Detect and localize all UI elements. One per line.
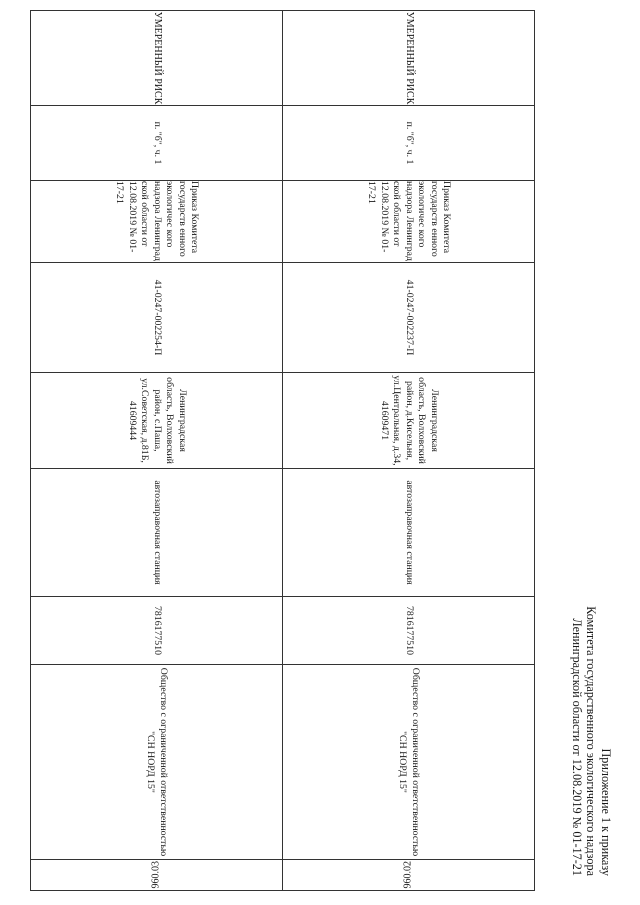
address-cell <box>31 373 283 469</box>
rotated-content <box>15 10 625 890</box>
risk-text: УМЕРЕННЫЙ РИСК <box>151 11 163 105</box>
number-cell <box>283 860 535 891</box>
risk-cell <box>31 11 283 106</box>
address-text: Ленинградская область, Волховский район, д.Кисельня, ул.Центральная, д.34, 41609471 <box>378 375 440 466</box>
reg-number-text: 41-0247-002254-П <box>151 279 163 356</box>
organization-cell <box>31 665 283 860</box>
reg-number-cell <box>31 263 283 373</box>
address-text: Ленинградская область, Волховский район, с.Паша, ул.Советская, д.81Б, 41609444 <box>126 377 188 464</box>
reg-number-cell <box>283 263 535 373</box>
point-text: п. "б", ч. 1 <box>403 121 415 165</box>
table-row <box>283 11 535 891</box>
object-type-cell <box>31 469 283 597</box>
order-text: Приказ Комитета государств енного экологичес кого надзора Ленинград ской области от 12.08.2019 № 01-17-21 <box>366 181 453 262</box>
order-cell <box>31 181 283 263</box>
order-text: Приказ Комитета государств енного экологичес кого надзора Ленинград ской области от 12.08.2019 № 01-17-21 <box>114 181 201 262</box>
object-type-text: автозаправочная станция <box>403 480 415 585</box>
header-line-2: Комитета государственного экологического надзора <box>584 606 599 876</box>
risk-cell <box>283 11 535 106</box>
object-type-cell <box>283 469 535 597</box>
order-cell <box>283 181 535 263</box>
organization-text: Общество с ограниченной ответственностью "СН НОРД 15" <box>145 667 169 857</box>
header-line-3: Ленинградской области от 12.08.2019 № 01-17-21 <box>570 618 584 876</box>
number-text: 960.02 <box>402 861 414 889</box>
number-cell <box>31 860 283 891</box>
point-text: п. "б", ч. 1 <box>151 121 163 165</box>
inn-cell <box>31 597 283 665</box>
risk-text: УМЕРЕННЫЙ РИСК <box>403 11 415 105</box>
table-row <box>31 11 283 891</box>
point-cell <box>283 106 535 181</box>
inn-cell <box>283 597 535 665</box>
point-cell <box>31 106 283 181</box>
inn-text: 7816177510 <box>403 606 415 655</box>
address-cell <box>283 373 535 469</box>
object-type-text: автозаправочная станция <box>151 480 163 585</box>
header-line-1: Приложение 1 к приказу <box>599 748 613 876</box>
organization-cell <box>283 665 535 860</box>
reg-number-text: 41-0247-002237-П <box>403 279 415 356</box>
inn-text: 7816177510 <box>151 606 163 655</box>
number-text: 960.03 <box>150 861 162 889</box>
registry-table <box>30 10 535 891</box>
document-header <box>570 606 614 876</box>
organization-text: Общество с ограниченной ответственностью "СН НОРД 15" <box>397 667 421 857</box>
